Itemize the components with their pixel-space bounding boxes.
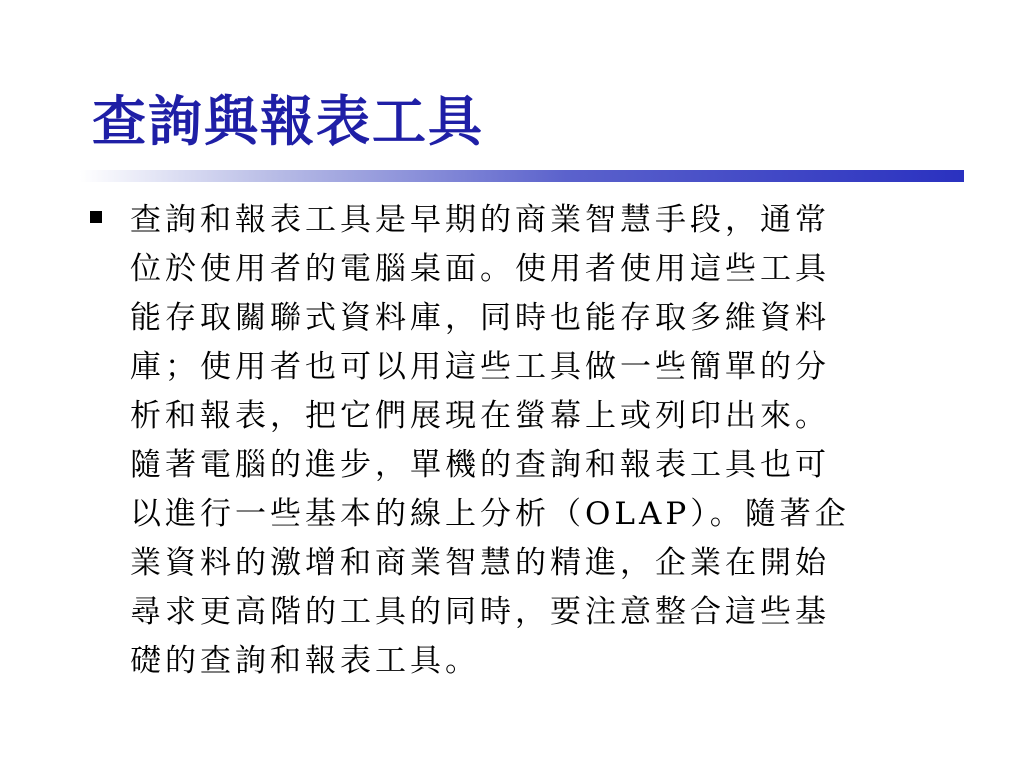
bullet-line: 以進行一些基本的線上分析（OLAP）。隨著企	[130, 496, 850, 532]
bullet-line: 業資料的激增和商業智慧的精進，企業在開始	[130, 545, 830, 581]
bullet-line: 隨著電腦的進步，單機的查詢和報表工具也可	[130, 447, 830, 483]
slide-title: 查詢與報表工具	[92, 89, 484, 153]
bullet-line: 能存取關聯式資料庫，同時也能存取多維資料	[130, 300, 830, 336]
bullet-line: 析和報表，把它們展現在螢幕上或列印出來。	[130, 398, 830, 434]
bullet-paragraph	[130, 196, 960, 686]
square-bullet-icon	[90, 211, 102, 223]
bullet-line: 礎的查詢和報表工具。	[130, 643, 480, 679]
bullet-line: 尋求更高階的工具的同時，要注意整合這些基	[130, 594, 830, 630]
bullet-line: 位於使用者的電腦桌面。使用者使用這些工具	[130, 251, 830, 287]
title-divider	[80, 170, 964, 182]
bullet-line: 庫；使用者也可以用這些工具做一些簡單的分	[130, 349, 830, 385]
bullet-line: 查詢和報表工具是早期的商業智慧手段，通常	[130, 202, 830, 238]
